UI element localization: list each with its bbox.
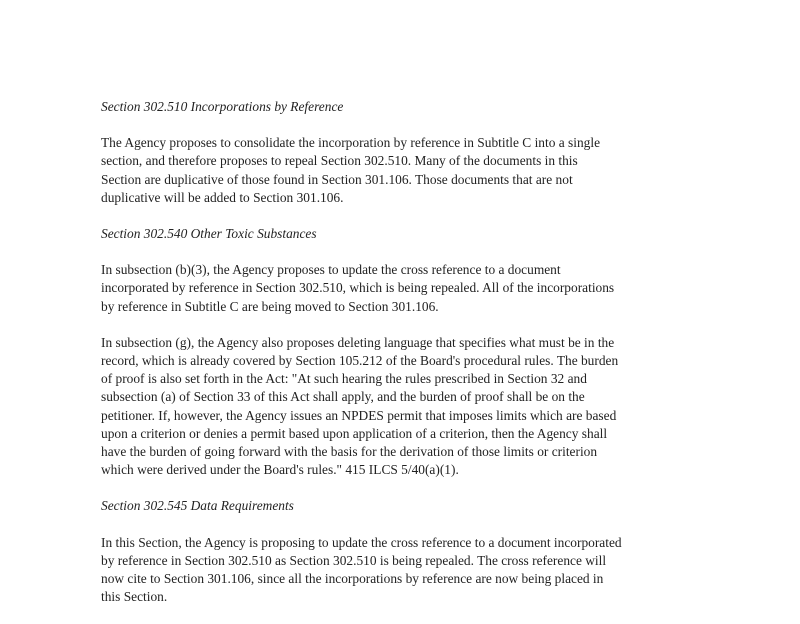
text-line: by reference in Subtitle C are being moved to Section 301.106.	[101, 298, 439, 314]
text-line: petitioner. If, however, the Agency issues an NPDES permit that imposes limits which are based	[101, 407, 617, 423]
text-line: which were derived under the Board's rules." 415 ILCS 5/40(a)(1).	[101, 462, 459, 478]
section-302-510	[101, 98, 721, 207]
text-line: have the burden of going forward with the basis for the derivation of those limits or criterion	[101, 444, 598, 460]
paragraph	[101, 334, 721, 480]
paragraph	[101, 134, 721, 207]
text-line: section, and therefore proposes to repeal Section 302.510. Many of the documents in this	[101, 153, 578, 169]
text-line: this Section.	[101, 589, 168, 605]
text-line: The Agency proposes to consolidate the incorporation by reference in Subtitle C into a single	[101, 135, 601, 151]
text-line: Section are duplicative of those found in Section 301.106. Those documents that are not	[101, 171, 573, 187]
section-heading: Section 302.510 Incorporations by Reference	[101, 99, 344, 114]
text-line: incorporated by reference in Section 302.510, which is being repealed. All of the incorporations	[101, 280, 615, 296]
text-line: In subsection (b)(3), the Agency proposes to update the cross reference to a document	[101, 262, 561, 278]
text-line: now cite to Section 301.106, since all the incorporations by reference are now being placed in	[101, 571, 604, 587]
text-line: record, which is already covered by Section 105.212 of the Board's procedural rules. The burden	[101, 353, 619, 369]
section-302-545	[101, 497, 721, 606]
paragraph	[101, 261, 721, 316]
text-line: upon a criterion or denies a permit based upon application of a criterion, then the Agency shall	[101, 425, 608, 441]
document-page	[101, 98, 721, 624]
text-line: In subsection (g), the Agency also proposes deleting language that specifies what must be in the	[101, 334, 615, 350]
section-heading: Section 302.540 Other Toxic Substances	[101, 226, 317, 242]
text-line: by reference in Section 302.510 as Section 302.510 is being repealed. The cross reference will	[101, 552, 607, 568]
text-line: of proof is also set forth in the Act: "At such hearing the rules prescribed in Section 32 and	[101, 371, 587, 387]
section-302-540	[101, 225, 721, 479]
text-line: duplicative will be added to Section 301.106.	[101, 189, 344, 205]
paragraph	[101, 534, 721, 607]
text-line: In this Section, the Agency is proposing to update the cross reference to a document incorporated	[101, 534, 622, 550]
section-heading: Section 302.545 Data Requirements	[101, 498, 294, 514]
text-line: subsection (a) of Section 33 of this Act shall apply, and the burden of proof shall be on the	[101, 389, 585, 405]
